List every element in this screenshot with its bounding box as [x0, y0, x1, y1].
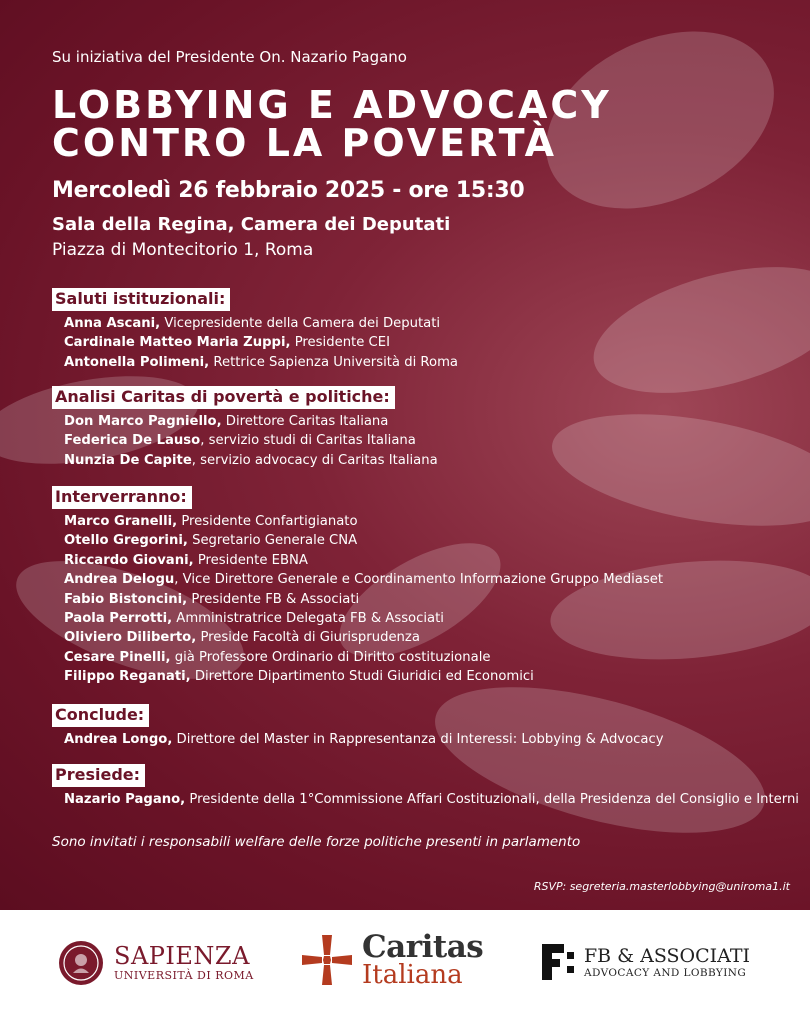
event-address: Piazza di Montecitorio 1, Roma: [52, 240, 314, 260]
caritas-cross-icon: [300, 933, 354, 987]
invite-note: Sono invitati i responsabili welfare delle forze politiche presenti in parlamento: [52, 834, 581, 850]
speaker-role: Amministratrice Delegata FB & Associati: [172, 611, 444, 627]
speaker-row: [64, 314, 458, 333]
speaker-row: [64, 609, 663, 628]
caritas-name: Caritas: [362, 929, 484, 965]
speaker-row: [64, 451, 438, 470]
title-line-1: LOBBYING E ADVOCACY: [52, 83, 612, 127]
speaker-role: Presidente della 1°Commissione Affari Costituzionali, della Presidenza del Consiglio e Interni: [185, 792, 799, 807]
speaker-row: [64, 512, 663, 531]
logo-footer: [0, 910, 810, 1012]
speaker-role: Direttore Dipartimento Studi Giuridici ed Economici: [190, 669, 534, 685]
speaker-role: Presidente CEI: [290, 335, 390, 351]
speaker-role: Direttore del Master in Rappresentanza di Interessi: Lobbying & Advocacy: [172, 732, 664, 747]
sapienza-logo: [58, 940, 254, 986]
speaker-name: Andrea Longo,: [64, 732, 173, 747]
speaker-name: Andrea Delogu: [64, 572, 175, 588]
speaker-role: Direttore Caritas Italiana: [221, 414, 389, 429]
speaker-row: [64, 570, 663, 589]
speaker-name: Cesare Pinelli,: [64, 649, 171, 665]
speaker-name: Otello Gregorini,: [64, 533, 188, 549]
section-heading: Saluti istituzionali:: [52, 288, 230, 311]
speaker-role: già Professore Ordinario di Diritto costituzionale: [170, 649, 491, 665]
speaker-row: [64, 531, 663, 550]
speaker-row: [64, 333, 458, 352]
caritas-logo: [300, 929, 484, 990]
rsvp-email-link[interactable]: RSVP: segreteria.masterlobbying@uniroma1.it: [533, 880, 790, 893]
speaker-name: Anna Ascani,: [64, 316, 161, 331]
sapienza-name: SAPIENZA: [114, 942, 250, 970]
speaker-name: Don Marco Pagniello,: [64, 414, 222, 429]
sapienza-seal-icon: [58, 940, 104, 986]
fb-subtitle: ADVOCACY AND LOBBYING: [584, 966, 747, 979]
speaker-role: , servizio studi di Caritas Italiana: [200, 433, 416, 449]
caritas-subtitle: Italiana: [362, 960, 463, 990]
speaker-row: [64, 628, 663, 647]
section-analisi: [52, 386, 438, 470]
speaker-name: Filippo Reganati,: [64, 669, 191, 685]
sapienza-subtitle: UNIVERSITÀ DI ROMA: [114, 969, 254, 982]
speaker-row: [64, 730, 664, 749]
fb-name: FB & ASSOCIATI: [584, 944, 751, 967]
speaker-name: Nazario Pagano,: [64, 792, 186, 807]
section-heading: Presiede:: [52, 764, 145, 787]
speaker-row: [64, 590, 663, 609]
speaker-role: Presidente FB & Associati: [187, 591, 360, 607]
title-line-2: CONTRO LA POVERTÀ: [52, 121, 557, 165]
speaker-row: [64, 551, 663, 570]
speaker-name: Antonella Polimeni,: [64, 354, 210, 370]
speaker-role: Segretario Generale CNA: [187, 533, 358, 549]
speaker-row: [64, 648, 663, 667]
speaker-name: Marco Granelli,: [64, 514, 178, 529]
speaker-role: , Vice Direttore Generale e Coordinamento Informazione Gruppo Mediaset: [174, 572, 664, 588]
section-saluti: [52, 288, 458, 372]
event-venue: Sala della Regina, Camera dei Deputati: [52, 214, 451, 235]
speaker-role: Preside Facoltà di Giurisprudenza: [196, 630, 420, 646]
speaker-row: [64, 353, 458, 372]
section-heading: Interverranno:: [52, 486, 192, 509]
section-heading: Analisi Caritas di povertà e politiche:: [52, 386, 395, 409]
speaker-role: Rettrice Sapienza Università di Roma: [209, 354, 459, 370]
fb-associati-logo: [540, 942, 750, 982]
speaker-name: Fabio Bistoncini,: [64, 591, 188, 607]
event-date: Mercoledì 26 febbraio 2025 - ore 15:30: [52, 178, 525, 203]
speaker-row: [64, 790, 799, 809]
speaker-name: Cardinale Matteo Maria Zuppi,: [64, 335, 291, 351]
speaker-row: [64, 667, 663, 686]
speaker-role: , servizio advocacy di Caritas Italiana: [191, 452, 438, 468]
speaker-role: Vicepresidente della Camera dei Deputati: [160, 316, 441, 331]
section-interverranno: [52, 486, 663, 687]
speaker-role: Presidente Confartigianato: [177, 514, 358, 529]
section-presiede: [52, 764, 799, 809]
speaker-name: Paola Perrotti,: [64, 611, 173, 627]
event-title: [52, 83, 612, 165]
speaker-name: Federica De Lauso: [64, 433, 201, 449]
section-conclude: [52, 704, 664, 749]
speaker-row: [64, 412, 438, 431]
speaker-row: [64, 431, 438, 450]
speaker-name: Riccardo Giovani,: [64, 552, 194, 568]
fb-mark-icon: [540, 942, 578, 982]
section-heading: Conclude:: [52, 704, 149, 727]
speaker-name: Nunzia De Capite: [64, 452, 192, 468]
speaker-role: Presidente EBNA: [193, 552, 308, 568]
initiative-line: Su iniziativa del Presidente On. Nazario Pagano: [52, 48, 407, 66]
speaker-name: Oliviero Diliberto,: [64, 630, 197, 646]
